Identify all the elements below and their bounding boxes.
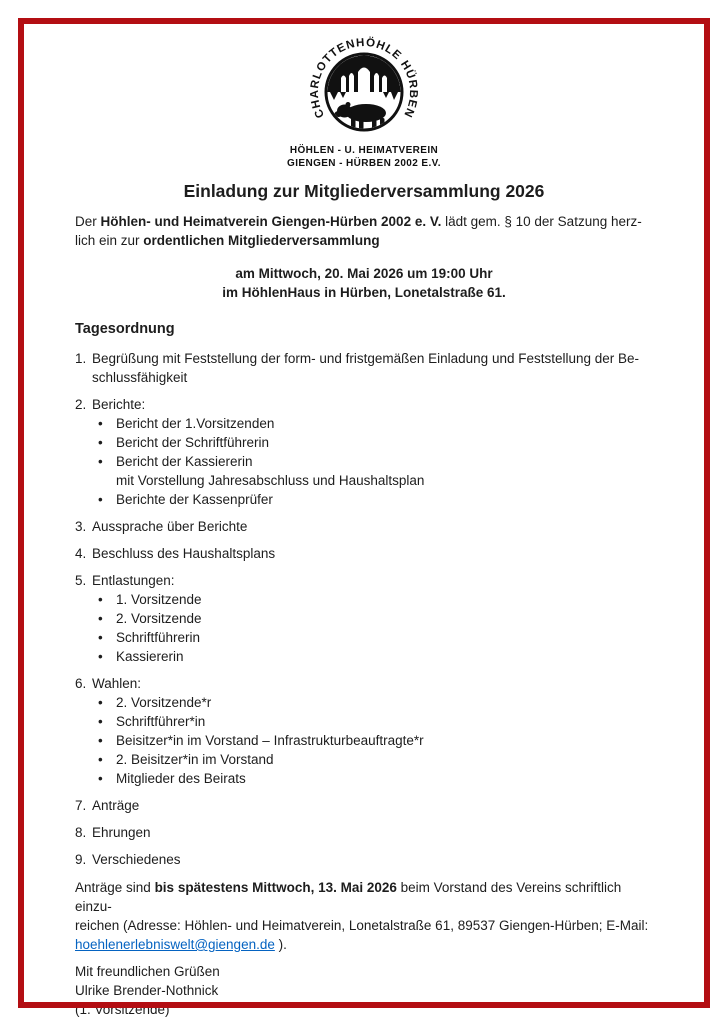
- closing-signature-name: Ulrike Brender-Nothnick: [75, 983, 219, 998]
- agenda-bullet-text: Schriftführer*in: [116, 714, 206, 729]
- logo-caption: [75, 144, 653, 170]
- bullet-dot-icon: •: [98, 733, 103, 748]
- agenda-bullet-text: 1. Vorsitzende: [116, 592, 202, 607]
- agenda-bullet-item: [98, 490, 653, 509]
- agenda-bullet-list: [92, 414, 653, 509]
- text-run: Anträge sind: [75, 880, 155, 895]
- intro-paragraph: [75, 212, 653, 250]
- agenda-item-number: 1.: [75, 351, 87, 366]
- agenda-item-text: Entlastungen:: [92, 573, 175, 588]
- bold-text: ordentlichen Mitgliederversammlung: [143, 233, 380, 248]
- agenda-item-body: [92, 544, 653, 563]
- text-run: Der: [75, 214, 101, 229]
- agenda-item-text: Beschluss des Haushaltsplans: [92, 546, 276, 561]
- agenda-bullet-item: [98, 433, 653, 452]
- agenda-bullet-text: 2. Vorsitzende*r: [116, 695, 212, 710]
- agenda-bullet-list: [92, 693, 653, 788]
- agenda-item-body: [92, 571, 653, 666]
- meeting-date-line: am Mittwoch, 20. Mai 2026 um 19:00 Uhr: [235, 266, 493, 281]
- agenda-bullet-text: Schriftführerin: [116, 630, 201, 645]
- agenda-item-text: Verschiedenes: [92, 852, 181, 867]
- agenda-bullet-text: Beisitzer*in im Vorstand – Infrastrukturbeauftragte*r: [116, 733, 424, 748]
- agenda-item: [75, 796, 653, 815]
- agenda-item-text: Wahlen:: [92, 676, 142, 691]
- agenda-bullet-text: 2. Vorsitzende: [116, 611, 202, 626]
- agenda-item-body: [92, 796, 653, 815]
- bullet-dot-icon: •: [98, 630, 103, 645]
- bullet-dot-icon: •: [98, 771, 103, 786]
- closing-block: [75, 962, 653, 1019]
- agenda-item-number: 9.: [75, 852, 87, 867]
- deadline-note: [75, 878, 653, 954]
- text-run: reichen (Adresse: Höhlen- und Heimatverein, Lonetalstraße 61, 89537 Giengen-Hürben; E-Mail:: [75, 918, 649, 933]
- bullet-dot-icon: •: [98, 752, 103, 767]
- agenda-item-body: [92, 823, 653, 842]
- closing-signature-role: (1. Vorsitzende): [75, 1002, 170, 1017]
- agenda-bullet-item: [98, 590, 653, 609]
- bullet-dot-icon: •: [98, 435, 103, 450]
- agenda-item-text: Begrüßung mit Feststellung der form- und fristgemäßen Einladung und Feststellung der Be- schlussfähigkeit: [92, 351, 640, 385]
- agenda-item: [75, 674, 653, 788]
- agenda-item-number: 8.: [75, 825, 87, 840]
- club-emblem-icon: [289, 32, 439, 138]
- agenda-item-number: 3.: [75, 519, 87, 534]
- bullet-dot-icon: •: [98, 492, 103, 507]
- agenda-bullet-text: 2. Beisitzer*in im Vorstand: [116, 752, 274, 767]
- agenda-item-body: [92, 517, 653, 536]
- agenda-item-text: Ehrungen: [92, 825, 151, 840]
- email-link[interactable]: hoehlenerlebniswelt@giengen.de: [75, 937, 275, 952]
- text-run: lädt gem. § 10 der Satzung herz-: [441, 214, 642, 229]
- agenda-item-text: Anträge: [92, 798, 140, 813]
- agenda-bullet-item: [98, 414, 653, 433]
- agenda-item-number: 7.: [75, 798, 87, 813]
- agenda-bullet-list: [92, 590, 653, 666]
- bullet-dot-icon: •: [98, 416, 103, 431]
- closing-salutation: Mit freundlichen Grüßen: [75, 964, 220, 979]
- agenda-item-text: Aussprache über Berichte: [92, 519, 248, 534]
- agenda-heading: Tagesordnung: [75, 321, 175, 337]
- agenda-bullet-text: Bericht der 1.Vorsitzenden: [116, 416, 275, 431]
- agenda-item: [75, 850, 653, 869]
- bullet-dot-icon: •: [98, 611, 103, 626]
- agenda-item-text: Berichte:: [92, 397, 146, 412]
- document-content: [24, 24, 704, 1019]
- bullet-dot-icon: •: [98, 695, 103, 710]
- bold-text: Höhlen- und Heimatverein Giengen-Hürben 2002 e. V.: [100, 214, 442, 229]
- text-run: beim Vorstand des Vereins schriftlich einzu-: [75, 880, 622, 914]
- bullet-dot-icon: •: [98, 454, 103, 469]
- agenda-bullet-item: [98, 647, 653, 666]
- agenda-bullet-item: [98, 731, 653, 750]
- agenda-bullet-item: [98, 452, 653, 490]
- agenda-bullet-item: [98, 712, 653, 731]
- agenda-item-body: [92, 850, 653, 869]
- bullet-dot-icon: •: [98, 649, 103, 664]
- text-run: ).: [274, 937, 287, 952]
- bullet-dot-icon: •: [98, 592, 103, 607]
- agenda-item-body: [92, 349, 653, 387]
- text-run: lich ein zur: [75, 233, 144, 248]
- bold-text: bis spätestens Mittwoch, 13. Mai 2026: [154, 880, 397, 895]
- agenda-item: [75, 544, 653, 563]
- agenda-item: [75, 517, 653, 536]
- agenda-bullet-text: Bericht der Kassiererin mit Vorstellung Jahresabschluss und Haushaltsplan: [116, 454, 425, 488]
- agenda-bullet-item: [98, 769, 653, 788]
- agenda-bullet-text: Bericht der Schriftführerin: [116, 435, 270, 450]
- agenda-item: [75, 349, 653, 387]
- agenda-bullet-item: [98, 693, 653, 712]
- agenda-item-number: 5.: [75, 573, 87, 588]
- agenda-list: [75, 349, 653, 869]
- agenda-item-number: 6.: [75, 676, 87, 691]
- agenda-bullet-item: [98, 609, 653, 628]
- agenda-item-body: [92, 674, 653, 788]
- org-name-line2: GIENGEN - HÜRBEN 2002 E.V.: [287, 158, 441, 169]
- meeting-place-line: im HöhlenHaus in Hürben, Lonetalstraße 61.: [222, 285, 506, 300]
- logo-ring-text: CHARLOTTENHÖHLE HÜRBEN: [308, 36, 420, 120]
- club-logo: [75, 32, 653, 170]
- meeting-details: [75, 264, 653, 302]
- agenda-bullet-text: Kassiererin: [116, 649, 184, 664]
- agenda-item-number: 4.: [75, 546, 87, 561]
- agenda-item: [75, 823, 653, 842]
- bullet-dot-icon: •: [98, 714, 103, 729]
- agenda-bullet-text: Berichte der Kassenprüfer: [116, 492, 273, 507]
- agenda-item-body: [92, 395, 653, 509]
- agenda-item: [75, 395, 653, 509]
- agenda-bullet-item: [98, 628, 653, 647]
- agenda-item: [75, 571, 653, 666]
- agenda-bullet-text: Mitglieder des Beirats: [116, 771, 246, 786]
- org-name-line1: HÖHLEN - U. HEIMATVEREIN: [289, 145, 439, 156]
- page-title: Einladung zur Mitgliederversammlung 2026: [183, 181, 545, 201]
- agenda-item-number: 2.: [75, 397, 87, 412]
- agenda-bullet-item: [98, 750, 653, 769]
